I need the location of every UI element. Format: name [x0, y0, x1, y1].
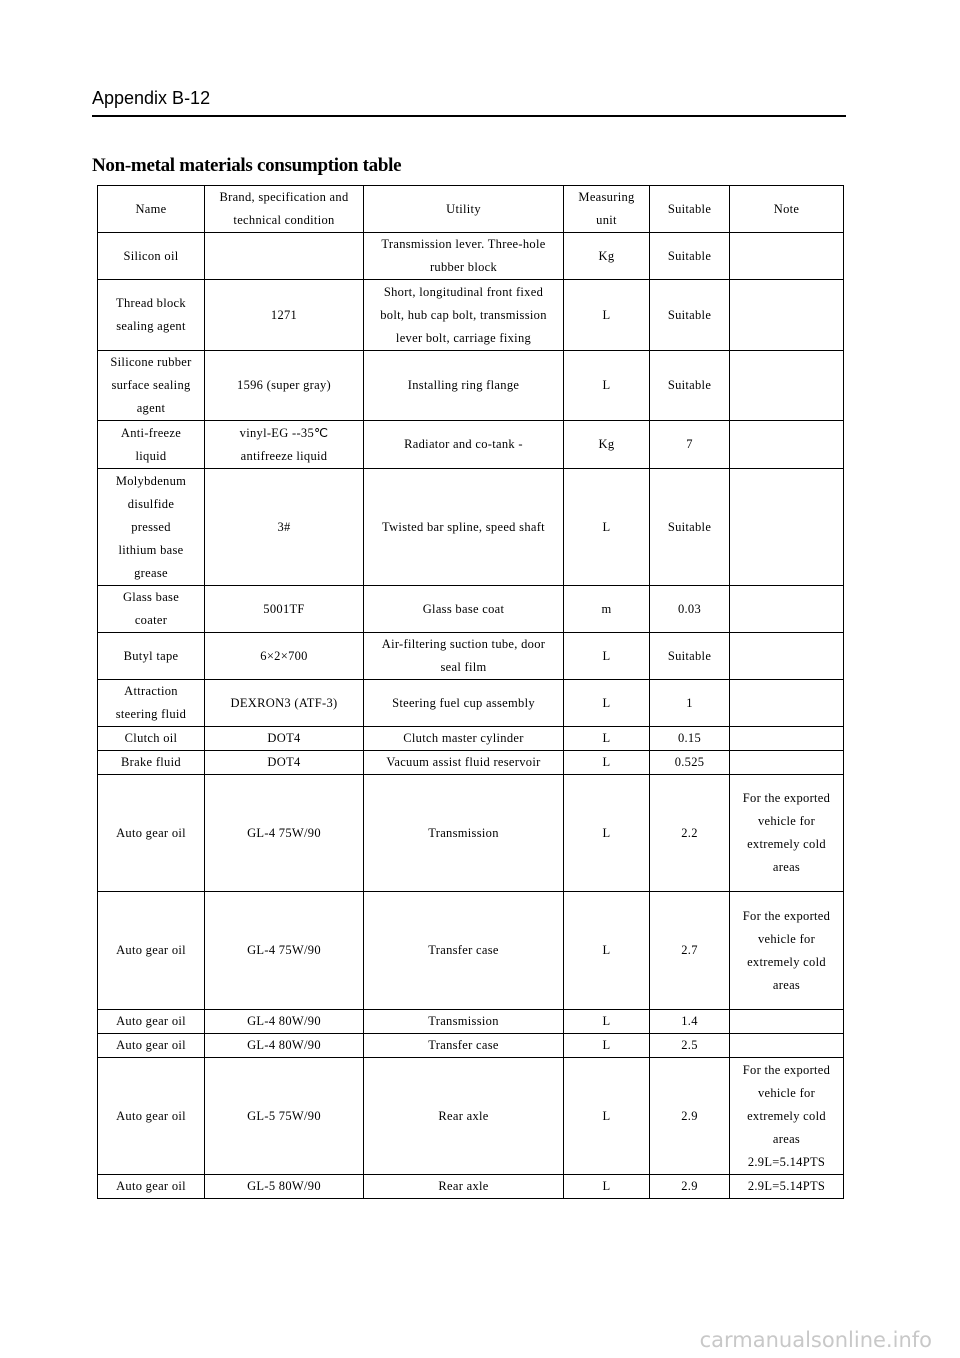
table-cell	[730, 727, 844, 751]
table-cell: Transfer case	[364, 1034, 564, 1058]
table-cell: L	[564, 1058, 650, 1175]
table-cell: GL-4 80W/90	[205, 1010, 364, 1034]
table-cell: GL-5 80W/90	[205, 1175, 364, 1199]
table-cell: Thread block sealing agent	[98, 280, 205, 351]
table-cell: GL-4 75W/90	[205, 775, 364, 892]
table-cell: Suitable	[650, 351, 730, 421]
table-cell: Short, longitudinal front fixed bolt, hub cap bolt, transmission lever bolt, carriage fixing	[364, 280, 564, 351]
table-cell: 1	[650, 680, 730, 727]
table-cell: Clutch oil	[98, 727, 205, 751]
table-cell	[730, 280, 844, 351]
table-cell: 2.7	[650, 892, 730, 1010]
table-cell: Silicon oil	[98, 233, 205, 280]
table-cell	[730, 421, 844, 469]
table-cell: Transmission lever. Three-hole rubber block	[364, 233, 564, 280]
table-cell: m	[564, 586, 650, 633]
table-cell: Kg	[564, 421, 650, 469]
table-cell: Transmission	[364, 775, 564, 892]
table-cell: L	[564, 775, 650, 892]
table-cell: Radiator and co-tank -	[364, 421, 564, 469]
table-cell: 1.4	[650, 1010, 730, 1034]
table-row	[98, 680, 844, 727]
table-cell: 3#	[205, 469, 364, 586]
materials-table	[97, 185, 844, 1199]
table-cell: Auto gear oil	[98, 1034, 205, 1058]
table-cell: L	[564, 1175, 650, 1199]
table-cell: Molybdenum disulfide pressed lithium base grease	[98, 469, 205, 586]
table-cell: L	[564, 351, 650, 421]
table-row	[98, 233, 844, 280]
table-cell: L	[564, 680, 650, 727]
table-cell	[730, 351, 844, 421]
watermark: carmanualsonline.info	[699, 1328, 932, 1352]
table-cell: Anti-freeze liquid	[98, 421, 205, 469]
table-cell: Silicone rubber surface sealing agent	[98, 351, 205, 421]
table-cell: DOT4	[205, 751, 364, 775]
table-cell: 2.9	[650, 1058, 730, 1175]
table-cell: 0.03	[650, 586, 730, 633]
table-row	[98, 727, 844, 751]
table-row	[98, 1175, 844, 1199]
table-cell: 5001TF	[205, 586, 364, 633]
table-cell: L	[564, 1010, 650, 1034]
table-cell: Kg	[564, 233, 650, 280]
table-cell: Transmission	[364, 1010, 564, 1034]
table-cell: vinyl-EG --35℃ antifreeze liquid	[205, 421, 364, 469]
table-cell: L	[564, 751, 650, 775]
table-cell: 2.5	[650, 1034, 730, 1058]
column-header: Note	[730, 186, 844, 233]
page-title: Non-metal materials consumption table	[92, 155, 402, 176]
table-row	[98, 892, 844, 1010]
table-header-row	[98, 186, 844, 233]
table-cell: L	[564, 469, 650, 586]
table-row	[98, 1010, 844, 1034]
table-cell: Rear axle	[364, 1058, 564, 1175]
table-cell	[730, 1034, 844, 1058]
table-row	[98, 633, 844, 680]
table-row	[98, 775, 844, 892]
table-cell: 0.15	[650, 727, 730, 751]
table-row	[98, 469, 844, 586]
table-cell: 1271	[205, 280, 364, 351]
table-cell: Suitable	[650, 633, 730, 680]
table-cell: Vacuum assist fluid reservoir	[364, 751, 564, 775]
table-cell: 2.2	[650, 775, 730, 892]
table-cell	[730, 469, 844, 586]
section-label: Appendix B-12	[92, 88, 211, 108]
table-cell: Auto gear oil	[98, 1058, 205, 1175]
table-cell: L	[564, 280, 650, 351]
table-row	[98, 586, 844, 633]
table-row	[98, 421, 844, 469]
table-cell: Auto gear oil	[98, 1010, 205, 1034]
column-header: Measuring unit	[564, 186, 650, 233]
table-cell: Air-filtering suction tube, door seal film	[364, 633, 564, 680]
table-cell: Suitable	[650, 233, 730, 280]
table-cell	[730, 233, 844, 280]
table-cell: Transfer case	[364, 892, 564, 1010]
table-cell: Auto gear oil	[98, 1175, 205, 1199]
table-cell: 2.9L=5.14PTS	[730, 1175, 844, 1199]
table-cell: L	[564, 727, 650, 751]
table-cell: L	[564, 1034, 650, 1058]
table-cell: L	[564, 633, 650, 680]
column-header: Utility	[364, 186, 564, 233]
table-cell	[730, 1010, 844, 1034]
table-cell: 2.9	[650, 1175, 730, 1199]
table-row	[98, 351, 844, 421]
table-cell: 7	[650, 421, 730, 469]
table-cell: Twisted bar spline, speed shaft	[364, 469, 564, 586]
table-cell	[730, 751, 844, 775]
table-row	[98, 1058, 844, 1175]
table-row	[98, 751, 844, 775]
table-cell: Glass base coater	[98, 586, 205, 633]
table-cell: DEXRON3 (ATF-3)	[205, 680, 364, 727]
table-cell: L	[564, 892, 650, 1010]
table-cell	[730, 680, 844, 727]
table-row	[98, 280, 844, 351]
table-cell: Suitable	[650, 280, 730, 351]
table-cell: Butyl tape	[98, 633, 205, 680]
column-header: Suitable	[650, 186, 730, 233]
table-cell: 6×2×700	[205, 633, 364, 680]
column-header: Brand, specification and technical condition	[205, 186, 364, 233]
table-cell	[730, 633, 844, 680]
table-cell: Auto gear oil	[98, 892, 205, 1010]
table-cell: DOT4	[205, 727, 364, 751]
table-cell	[205, 233, 364, 280]
table-cell: Rear axle	[364, 1175, 564, 1199]
table-row	[98, 1034, 844, 1058]
table-cell	[730, 586, 844, 633]
table-cell: GL-5 75W/90	[205, 1058, 364, 1175]
table-cell: 0.525	[650, 751, 730, 775]
table-cell: GL-4 80W/90	[205, 1034, 364, 1058]
table-cell: For the exported vehicle for extremely cold areas	[730, 892, 844, 1010]
table-cell: Suitable	[650, 469, 730, 586]
table-body	[98, 233, 844, 1199]
table-cell: For the exported vehicle for extremely cold areas 2.9L=5.14PTS	[730, 1058, 844, 1175]
page-header	[92, 88, 846, 117]
table-cell: 1596 (super gray)	[205, 351, 364, 421]
table-cell: Installing ring flange	[364, 351, 564, 421]
table-cell: For the exported vehicle for extremely cold areas	[730, 775, 844, 892]
table-cell: Brake fluid	[98, 751, 205, 775]
table-cell: Attraction steering fluid	[98, 680, 205, 727]
table-cell: Glass base coat	[364, 586, 564, 633]
column-header: Name	[98, 186, 205, 233]
table-cell: GL-4 75W/90	[205, 892, 364, 1010]
table-cell: Steering fuel cup assembly	[364, 680, 564, 727]
table-cell: Auto gear oil	[98, 775, 205, 892]
table-cell: Clutch master cylinder	[364, 727, 564, 751]
